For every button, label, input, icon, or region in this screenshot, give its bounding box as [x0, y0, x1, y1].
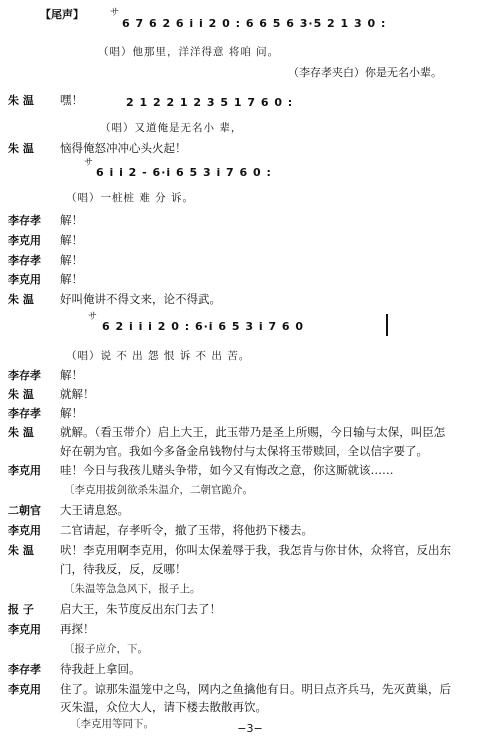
speaker: 朱 温	[8, 388, 34, 401]
speaker: 李存孝	[8, 407, 41, 420]
speaker: 报 子	[8, 603, 34, 616]
stage-direction: 〔朱温等急急风下，报子上。	[64, 583, 201, 595]
dialogue: 嘿！	[60, 93, 83, 107]
dialogue: 就解！	[60, 387, 95, 401]
speaker: 李克用	[8, 623, 41, 636]
dialogue: 灭朱温，众位大人，请下楼去散散再饮。	[60, 700, 267, 714]
dialogue: 好在朝为官。我如今多备金帛钱物付与太保将玉带赎回，全以信字要了。	[60, 444, 428, 458]
speaker: 李克用	[8, 234, 41, 247]
speaker: 朱 温	[8, 426, 34, 439]
dialogue: 二官请起，存孝听令，撤了玉带，将他扔下楼去。	[60, 523, 313, 537]
speaker: 朱 温	[8, 544, 34, 557]
stage-direction: 〔李克用拔剑欲杀朱温介，二朝官跪介。	[64, 484, 253, 496]
lyric-line-2: （唱）又道俺是无名小 辈，	[100, 122, 243, 134]
notation-mark: サ	[84, 158, 94, 168]
speaker: 朱 温	[8, 94, 34, 107]
lyric-line-1: （唱）他那里，洋洋得意 将咱 问。	[98, 46, 280, 58]
speaker: 李克用	[8, 524, 41, 537]
speaker: 李存孝	[8, 214, 41, 227]
dialogue: 好叫俺讲不得文来，论不得武。	[60, 292, 221, 306]
dialogue: 启大王，朱节度反出东门去了！	[60, 602, 221, 616]
lyric-line-4: （唱）说 不 出 怨 恨 诉 不 出 苦。	[66, 350, 251, 362]
page-number: −3−	[237, 722, 263, 735]
dialogue: 解！	[60, 368, 83, 382]
lyric-line-3: （唱）一桩桩 难 分 诉。	[66, 192, 195, 204]
stage-direction: 〔报子应介，下。	[64, 643, 148, 655]
stage-direction: 〔李克用等同下。	[70, 718, 154, 730]
speaker: 李存孝	[8, 254, 41, 267]
dialogue: 门，待我反，反，反哪！	[60, 562, 187, 576]
dialogue: 就解。（看玉带介）启上大王，此玉带乃是圣上所赐，今日输与太保，叫臣怎	[60, 425, 446, 439]
notation-mark: サ	[110, 8, 120, 18]
speaker: 李存孝	[8, 663, 41, 676]
dialogue: 解！	[60, 406, 83, 420]
speaker: 二朝官	[8, 504, 41, 517]
speaker: 李存孝	[8, 369, 41, 382]
speaker: 李克用	[8, 273, 41, 286]
end-barline	[386, 314, 388, 336]
dialogue: 住了。谅那朱温笼中之鸟，网内之鱼擒他有日。明日点齐兵马，先灭黄巢，后	[60, 682, 451, 696]
dialogue: 解！	[60, 233, 83, 247]
dialogue: 再探！	[60, 622, 95, 636]
dialogue: 恼得俺怒冲冲心头火起！	[60, 141, 187, 155]
dialogue: 解！	[60, 253, 83, 267]
section-tag: 【尾声】	[40, 8, 84, 21]
jianpu-line-1: 6 7 6 2 6 i i 2 0 : 6 6 5 6 3·5 2 1 3 0 :	[122, 17, 387, 30]
dialogue: 吠！李克用啊李克用，你叫太保羞辱于我，我怎肯与你甘休，众将官，反出东	[60, 543, 451, 557]
dialogue: 大王请息怒。	[60, 503, 129, 517]
dialogue: 哇！今日与我孩儿赌头争带，如今又有悔改之意，你这厮就该……	[60, 463, 394, 477]
jianpu-line-4: 6 2 i i i 2 0 : 6·i 6 5 3 i 7 6 0	[102, 320, 305, 333]
speaker: 李克用	[8, 464, 41, 477]
aside-line-1: （李存孝夹白）你是无名小辈。	[288, 66, 442, 79]
speaker: 李克用	[8, 683, 41, 696]
dialogue: 待我赶上拿回。	[60, 662, 141, 676]
dialogue: 解！	[60, 213, 83, 227]
notation-mark: サ	[88, 312, 98, 322]
speaker: 朱 温	[8, 142, 34, 155]
jianpu-line-3: 6 i i 2 - 6·i 6 5 3 i 7 6 0 :	[96, 166, 272, 179]
dialogue: 解！	[60, 272, 83, 286]
jianpu-line-2: 2 1 2 2 1 2 3 5 1 7 6 0 :	[126, 96, 294, 109]
speaker: 朱 温	[8, 293, 34, 306]
